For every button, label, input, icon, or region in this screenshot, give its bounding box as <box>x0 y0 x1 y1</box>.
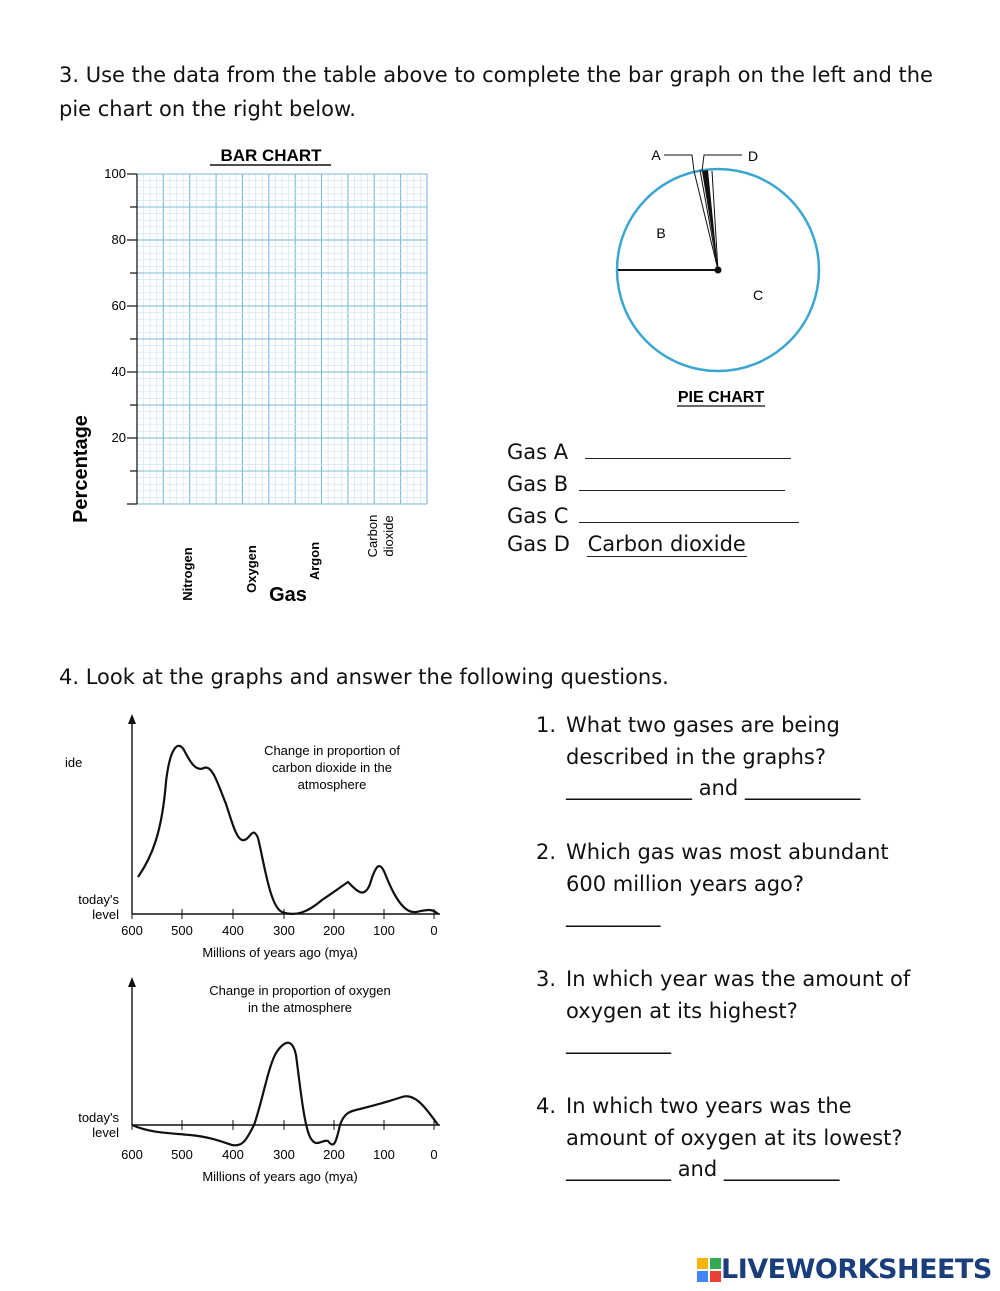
ytick-label-100: 100 <box>104 166 126 181</box>
question-2-line-2: 600 million years ago? <box>566 871 805 896</box>
section4-instruction: 4. Look at the graphs and answer the following questions. <box>59 665 669 689</box>
o2-curve <box>132 1043 438 1146</box>
pie-label-d: D <box>747 148 759 164</box>
gas-a-blank[interactable] <box>585 436 791 459</box>
liveworksheets-logo <box>697 1254 992 1285</box>
category-oxygen: Oxygen <box>244 545 259 593</box>
co2-xtick-600: 600 <box>121 923 143 938</box>
gas-d-answer: Carbon dioxide <box>587 532 746 556</box>
ytick-label-60: 60 <box>111 298 126 313</box>
o2-baseline-2: level <box>92 1125 119 1140</box>
question-3-blank[interactable]: __________ <box>566 1030 671 1054</box>
co2-title-2: carbon dioxide in the <box>272 760 392 775</box>
co2-title-3: atmosphere <box>297 777 367 792</box>
liveworksheets-logo-text: LIVEWORKSHEETS <box>721 1254 992 1285</box>
pie-chart-title: PIE CHART <box>677 389 765 406</box>
gas-b-row <box>507 468 785 496</box>
co2-baseline-1: today's <box>78 892 119 907</box>
gas-a-label: Gas A <box>507 440 569 464</box>
question-2-line-1: Which gas was most abundant <box>566 840 889 864</box>
gas-c-row <box>507 500 799 528</box>
co2-xtick-300: 300 <box>273 923 295 938</box>
co2-xtick-400: 400 <box>222 923 244 938</box>
question-4-line-2: amount of oxygen at its lowest? <box>566 1125 903 1150</box>
o2-xtick-400: 400 <box>222 1147 244 1162</box>
o2-xtick-500: 500 <box>171 1147 193 1162</box>
bar-chart <box>60 138 460 618</box>
o2-xtick-200: 200 <box>323 1147 345 1162</box>
pie-label-b: B <box>656 225 666 241</box>
question-3-line-1: In which year was the amount of <box>566 967 911 991</box>
bar-chart-ylabel: Percentage <box>70 415 92 523</box>
question-3-number: 3. <box>536 967 557 991</box>
co2-side-label: ide <box>65 755 83 770</box>
bar-chart-xlabel: Gas <box>269 584 307 606</box>
question-1-line-1: What two gases are being <box>566 713 840 737</box>
co2-xtick-labels <box>121 923 437 938</box>
gas-c-label: Gas C <box>507 504 569 528</box>
category-argon: Argon <box>307 541 322 581</box>
instruction-line-1: 3. Use the data from the table above to complete the bar graph on the left and the <box>59 63 933 87</box>
question-4-blank-2[interactable]: ___________ <box>723 1157 840 1181</box>
bar-chart-y-ticks <box>112 174 137 504</box>
question-4-and: and <box>677 1157 718 1181</box>
question-2-number: 2. <box>536 840 557 864</box>
gas-c-blank[interactable] <box>579 500 799 523</box>
gas-a-row <box>507 436 791 464</box>
bar-chart-grid <box>137 174 427 504</box>
co2-xlabel: Millions of years ago (mya) <box>202 945 358 960</box>
question-2-blank[interactable]: _________ <box>566 903 661 927</box>
question-4-number: 4. <box>536 1094 557 1118</box>
pie-slice-d <box>702 170 718 270</box>
co2-baseline-2: level <box>92 907 119 922</box>
question-3-line-2: oxygen at its highest? <box>566 998 798 1023</box>
ytick-label-80: 80 <box>111 232 126 247</box>
pie-chart <box>600 140 840 410</box>
category-dioxide: dioxide <box>381 515 396 557</box>
question-1-blank-1[interactable]: ____________ <box>566 776 692 800</box>
o2-y-arrow <box>128 977 136 987</box>
o2-title-2: in the atmosphere <box>247 1000 353 1015</box>
question-1-and: and <box>698 776 739 800</box>
bar-chart-title: BAR CHART <box>220 146 322 165</box>
liveworksheets-logo-icon <box>697 1258 721 1282</box>
category-carbon: Carbon <box>365 514 380 558</box>
gas-d-label: Gas D <box>507 532 570 556</box>
instruction-line-2: pie chart on the right below. <box>59 97 356 121</box>
question-4-line-1: In which two years was the <box>566 1094 852 1118</box>
question-1-blank-2[interactable]: ___________ <box>744 776 861 800</box>
o2-xtick-100: 100 <box>373 1147 395 1162</box>
o2-xlabel: Millions of years ago (mya) <box>202 1169 358 1184</box>
co2-xtick-100: 100 <box>373 923 395 938</box>
co2-graph <box>60 712 460 972</box>
gas-b-label: Gas B <box>507 472 569 496</box>
gas-d-row <box>507 532 747 556</box>
o2-xtick-300: 300 <box>273 1147 295 1162</box>
category-nitrogen: Nitrogen <box>180 547 195 601</box>
question-1-line-2: described in the graphs? <box>566 744 826 769</box>
pie-center <box>715 267 722 274</box>
co2-xtick-200: 200 <box>323 923 345 938</box>
ytick-label-20: 20 <box>111 430 126 445</box>
ytick-label-40: 40 <box>111 364 126 379</box>
pie-leader-a <box>664 155 694 171</box>
co2-title-1: Change in proportion of <box>264 743 400 758</box>
o2-baseline-1: today's <box>78 1110 119 1125</box>
pie-label-c: C <box>752 287 764 303</box>
co2-y-arrow <box>128 714 136 724</box>
o2-title-1: Change in proportion of oxygen <box>209 983 391 998</box>
question-1-number: 1. <box>536 713 557 737</box>
o2-xtick-600: 600 <box>121 1147 143 1162</box>
o2-graph <box>60 975 460 1195</box>
co2-xtick-0: 0 <box>430 923 438 938</box>
o2-xtick-labels <box>121 1147 437 1162</box>
co2-xtick-500: 500 <box>171 923 193 938</box>
pie-label-a: A <box>651 147 661 163</box>
o2-xtick-0: 0 <box>430 1147 438 1162</box>
question-4-blank-1[interactable]: __________ <box>566 1157 671 1181</box>
section3-instruction <box>59 58 979 126</box>
gas-b-blank[interactable] <box>579 468 785 491</box>
